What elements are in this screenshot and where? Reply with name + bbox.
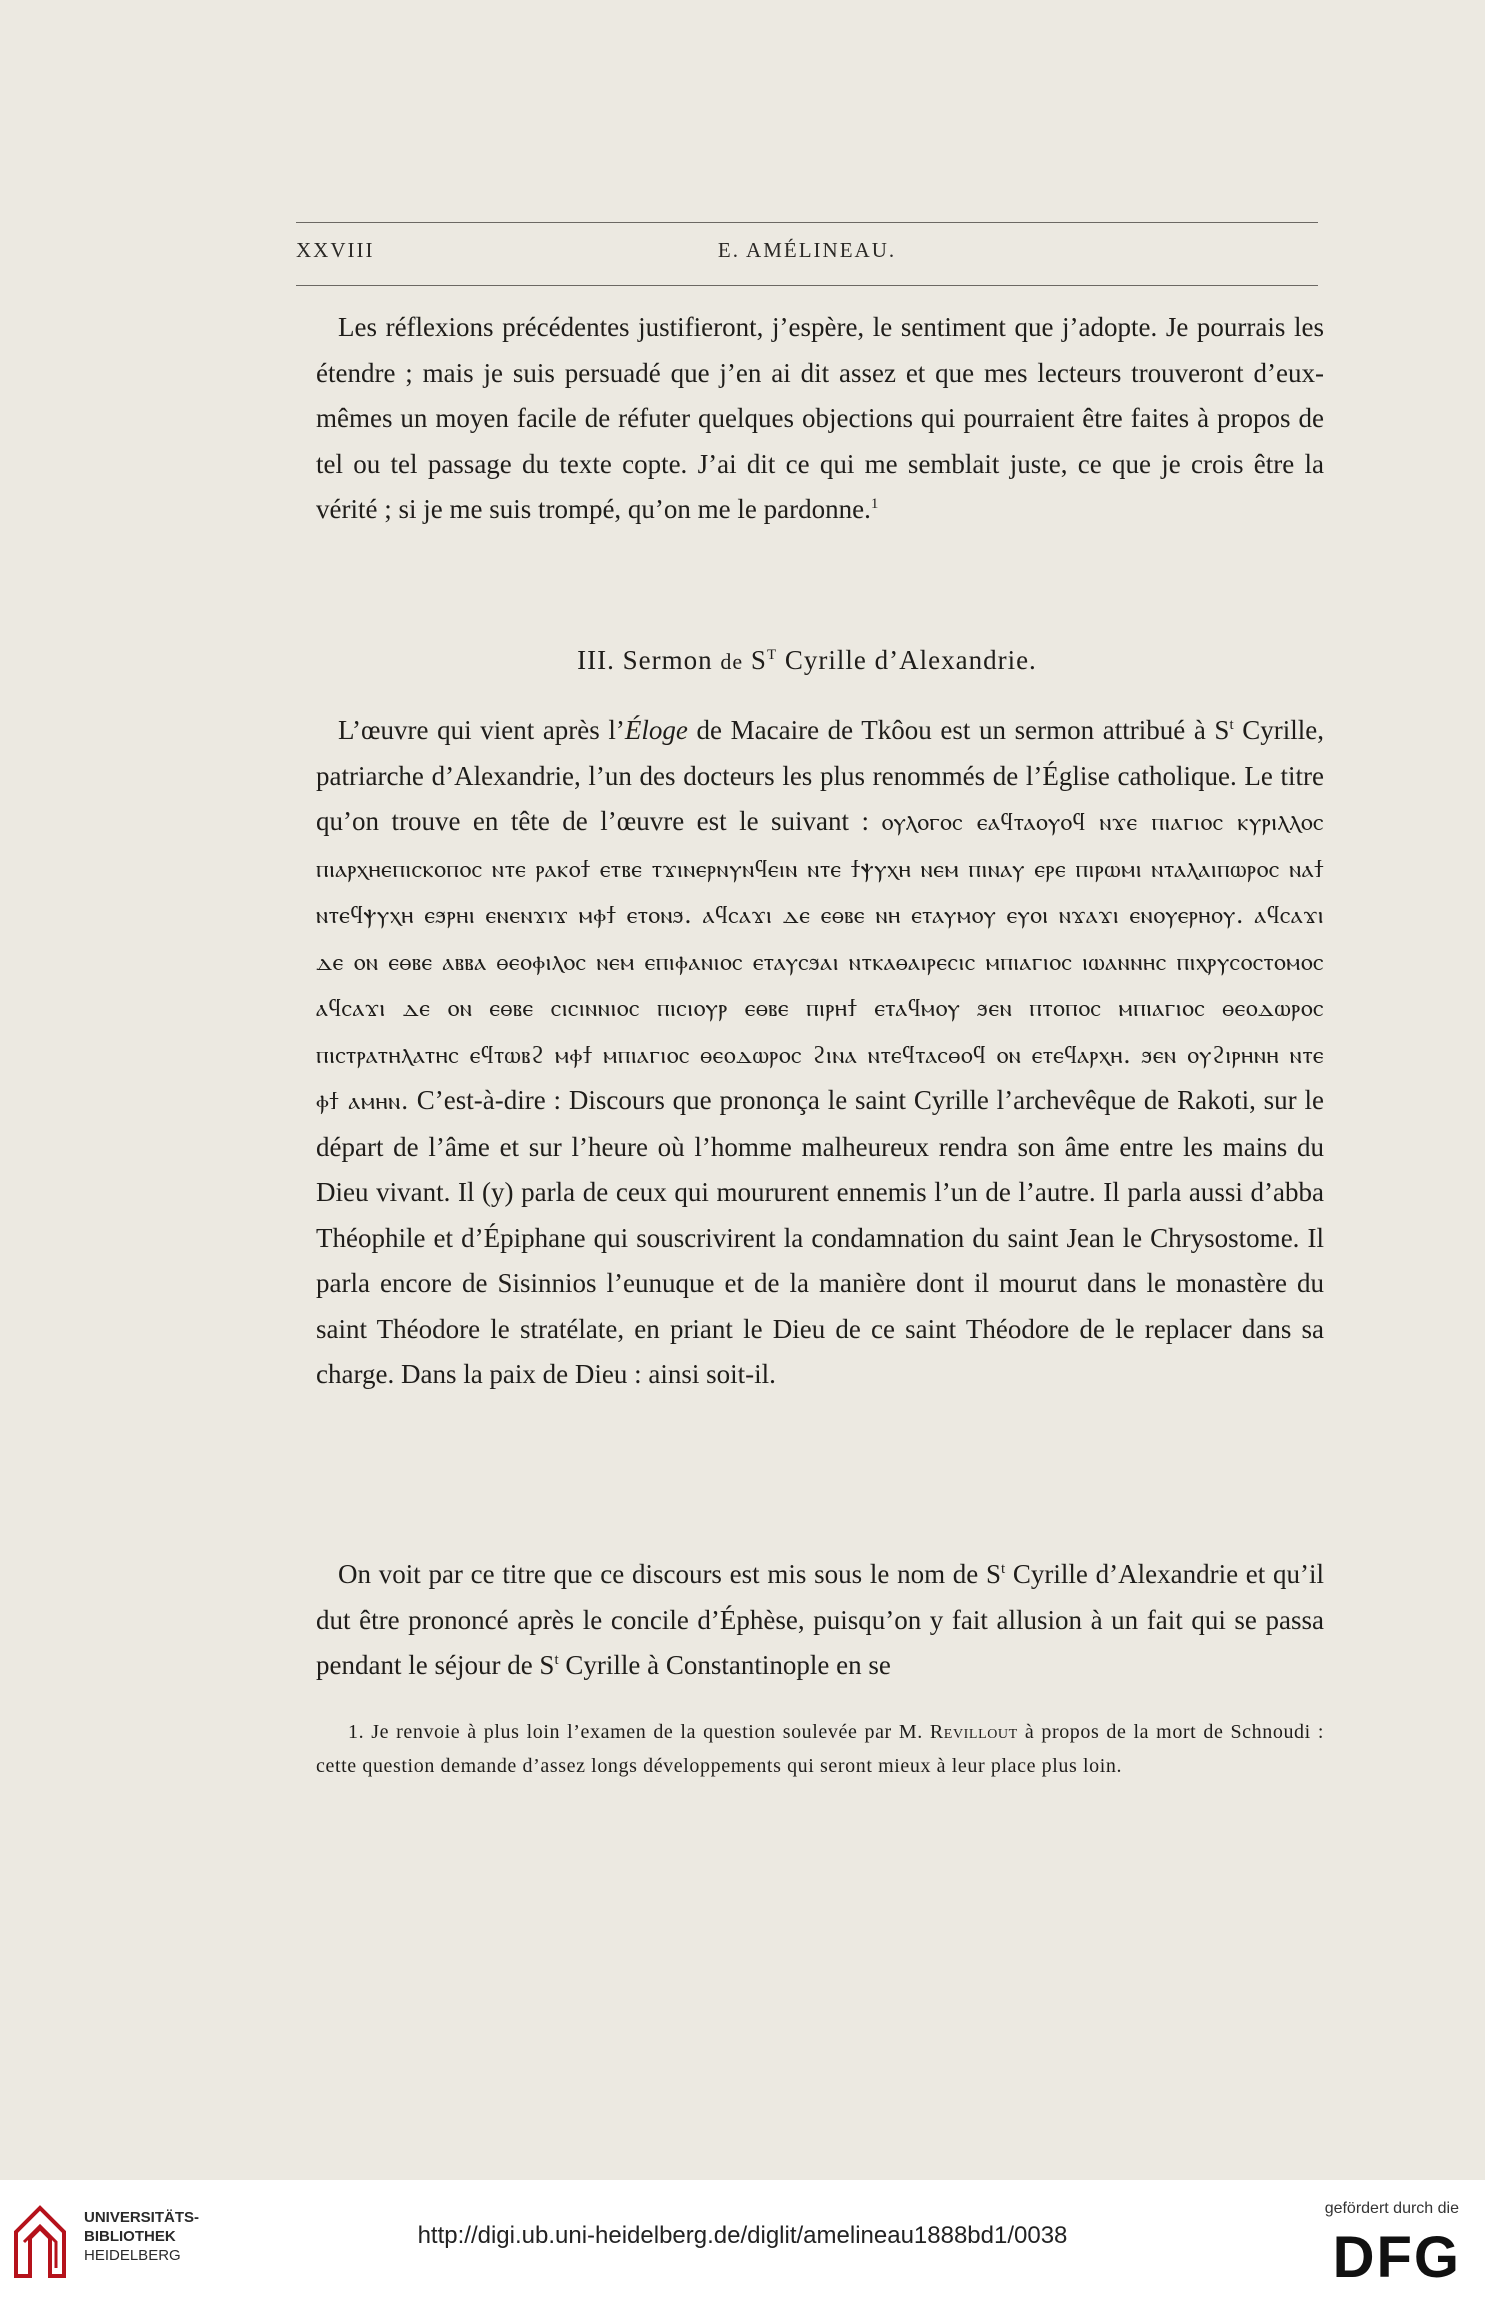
page-number: XXVIII bbox=[296, 238, 375, 262]
footnote-ref[interactable]: 1 bbox=[870, 496, 879, 512]
footnote-name: Revillout bbox=[929, 1721, 1018, 1743]
paragraph-3 bbox=[316, 1552, 1324, 1689]
heading-word-sermon: Sermon bbox=[622, 645, 713, 675]
header-rule-bottom bbox=[296, 285, 1318, 286]
digitization-footer bbox=[0, 2180, 1485, 2299]
library-line-1: UNIVERSITÄTS- bbox=[84, 2209, 200, 2226]
footnote-text-a: 1. Je renvoie à plus loin l’examen de la question soulevée par M. bbox=[348, 1721, 930, 1743]
header-rule-top bbox=[296, 222, 1318, 223]
running-header bbox=[296, 238, 1318, 268]
section-number: III. bbox=[577, 645, 615, 675]
section-heading bbox=[296, 645, 1318, 676]
library-line-2: BIBLIOTHEK bbox=[84, 2228, 176, 2245]
footnote bbox=[316, 1715, 1324, 1783]
paragraph-3-c: Cyrille à Constantinople en se bbox=[558, 1650, 891, 1680]
paragraph-3-a: On voit par ce titre que ce discours est mis sous le nom de S bbox=[338, 1559, 1002, 1589]
paragraph-2 bbox=[316, 708, 1324, 1398]
heading-word-cyrille: Cyrille bbox=[784, 645, 867, 675]
translation-text: C’est-à-dire : Discours que prononça le saint Cyrille l’archevêque de Rakoti, sur le départ de l’âme et sur l’heure où l’homme malheureux rendra son âme entre les mains du Dieu vivant. Il (y) parla de ceux qui moururent ennemis l’un de l’autre. Il parla aussi d’abba Théophile et d’Épiphane qui souscrivirent la condamnation du saint Jean le Chrysostome. Il parla encore de Sisinnios l’eunuque et de la manière dont il mourut dans le monastère du saint Théodore le stratélate, en priant le Dieu de ce saint Théodore de le replacer dans sa charge. Dans la paix de Dieu : ainsi soit-il. bbox=[316, 1085, 1324, 1389]
paragraph-3-b: Cyrille d’Alexandrie et qu’il dut être prononcé après le concile d’Éphèse, puisqu’on y fait allusion à un fait qui se passa pendant le séjour de S bbox=[316, 1559, 1325, 1680]
running-title: E. AMÉLINEAU. bbox=[717, 238, 897, 262]
intro-text-a: L’œuvre qui vient après l’ bbox=[338, 715, 625, 745]
coptic-title: ⲟⲩⲗⲟⲅⲟⲥ ⲉⲁϥⲧⲁⲟⲩⲟϥ ⲛϫⲉ ⲡⲓⲁⲅⲓⲟⲥ ⲕⲩⲣⲓⲗⲗⲟⲥ ⲡⲓⲁⲣⲭⲏⲉⲡⲓⲥⲕⲟⲡⲟⲥ ⲛⲧⲉ ⲣⲁⲕⲟϯ ⲉⲧⲃⲉ ⲧϫⲓⲛⲉⲣⲛⲩⲛϥⲉⲓⲛ ⲛⲧⲉ ϯⲯⲩⲭⲏ ⲛⲉⲙ ⲡⲓⲛⲁⲩ ⲉⲣⲉ ⲡⲓⲣⲱⲙⲓ ⲛⲧⲁⲗⲁⲓⲡⲱⲣⲟⲥ ⲛⲁϯ ⲛⲧⲉϥⲯⲩⲭⲏ ⲉϧⲣⲏⲓ ⲉⲛⲉⲛϫⲓϫ ⲙⲫϯ ⲉⲧⲟⲛϧ. ⲁϥⲥⲁϫⲓ ⲇⲉ ⲉⲑⲃⲉ ⲛⲏ ⲉⲧⲁⲩⲙⲟⲩ ⲉⲩⲟⲓ ⲛϫⲁϫⲓ ⲉⲛⲟⲩⲉⲣⲏⲟⲩ. ⲁϥⲥⲁϫⲓ ⲇⲉ ⲟⲛ ⲉⲑⲃⲉ ⲁⲃⲃⲁ ⲑⲉⲟⲫⲓⲗⲟⲥ ⲛⲉⲙ ⲉⲡⲓⲫⲁⲛⲓⲟⲥ ⲉⲧⲁⲩⲥϧⲁⲓ ⲛⲧⲕⲁⲑⲁⲓⲣⲉⲥⲓⲥ ⲙⲡⲓⲁⲅⲓⲟⲥ ⲓⲱⲁⲛⲛⲏⲥ ⲡⲓⲭⲣⲩⲥⲟⲥⲧⲟⲙⲟⲥ ⲁϥⲥⲁϫⲓ ⲇⲉ ⲟⲛ ⲉⲑⲃⲉ ⲥⲓⲥⲓⲛⲛⲓⲟⲥ ⲡⲓⲥⲓⲟⲩⲣ ⲉⲑⲃⲉ ⲡⲓⲣⲏϯ ⲉⲧⲁϥⲙⲟⲩ ϧⲉⲛ ⲡⲧⲟⲡⲟⲥ ⲙⲡⲓⲁⲅⲓⲟⲥ ⲑⲉⲟⲇⲱⲣⲟⲥ ⲡⲓⲥⲧⲣⲁⲧⲏⲗⲁⲧⲏⲥ ⲉϥⲧⲱⲃϩ ⲙⲫϯ ⲙⲡⲓⲁⲅⲓⲟⲥ ⲑⲉⲟⲇⲱⲣⲟⲥ ϩⲓⲛⲁ ⲛⲧⲉϥⲧⲁⲥⲑⲟϥ ⲟⲛ ⲉⲧⲉϥⲁⲣⲭⲏ. ϧⲉⲛ ⲟⲩϩⲓⲣⲏⲛⲏ ⲛⲧⲉ ⲫϯ ⲁⲙⲏⲛ. bbox=[316, 808, 1324, 1115]
heading-saint-sup: T bbox=[766, 647, 778, 663]
heading-saint: S bbox=[750, 645, 767, 675]
paragraph-3-sup-1: t bbox=[1001, 1561, 1006, 1577]
paragraph-3-sup-2: t bbox=[554, 1652, 559, 1668]
heading-word-alexandrie: d’Alexandrie. bbox=[874, 645, 1037, 675]
intro-sup: t bbox=[1229, 717, 1234, 733]
intro-italic-title: Éloge bbox=[624, 715, 688, 745]
library-line-3: HEIDELBERG bbox=[84, 2247, 181, 2264]
dfg-logo[interactable]: DFG bbox=[1332, 2225, 1461, 2290]
digital-url-link[interactable]: http://digi.ub.uni-heidelberg.de/diglit/amelineau1888bd1/0038 bbox=[417, 2222, 1068, 2249]
paragraph-1 bbox=[316, 305, 1324, 533]
paragraph-1-text: Les réflexions précédentes justifieront, j’espère, le sentiment que j’adopte. Je pourrais les étendre ; mais je suis persuadé que j’en ai dit assez et que mes lecteurs trouveront d’eux-mêmes un moyen facile de réfuter quelques objections qui pourraient être faites à propos de tel ou tel passage du texte copte. J’ai dit ce qui me semblait juste, ce que je crois être la vérité ; si je me suis trompé, qu’on me le pardonne. bbox=[316, 312, 1324, 524]
funding-caption: gefördert durch die bbox=[1324, 2200, 1459, 2217]
heading-word-de: de bbox=[720, 649, 744, 674]
footnote-text-b: à propos de la mort de Schnoudi : cette question demande d’assez longs développements qui seront mieux à leur place plus loin. bbox=[316, 1721, 1324, 1777]
intro-text-c: Cyrille, patriarche d’Alexandrie, l’un des docteurs les plus renommés de l’Église catholique. Le titre qu’on trouve en tête de l’œuvre est le suivant : bbox=[316, 715, 1324, 836]
intro-text-b: de Macaire de Tkôou est un sermon attribué à S bbox=[687, 715, 1230, 745]
